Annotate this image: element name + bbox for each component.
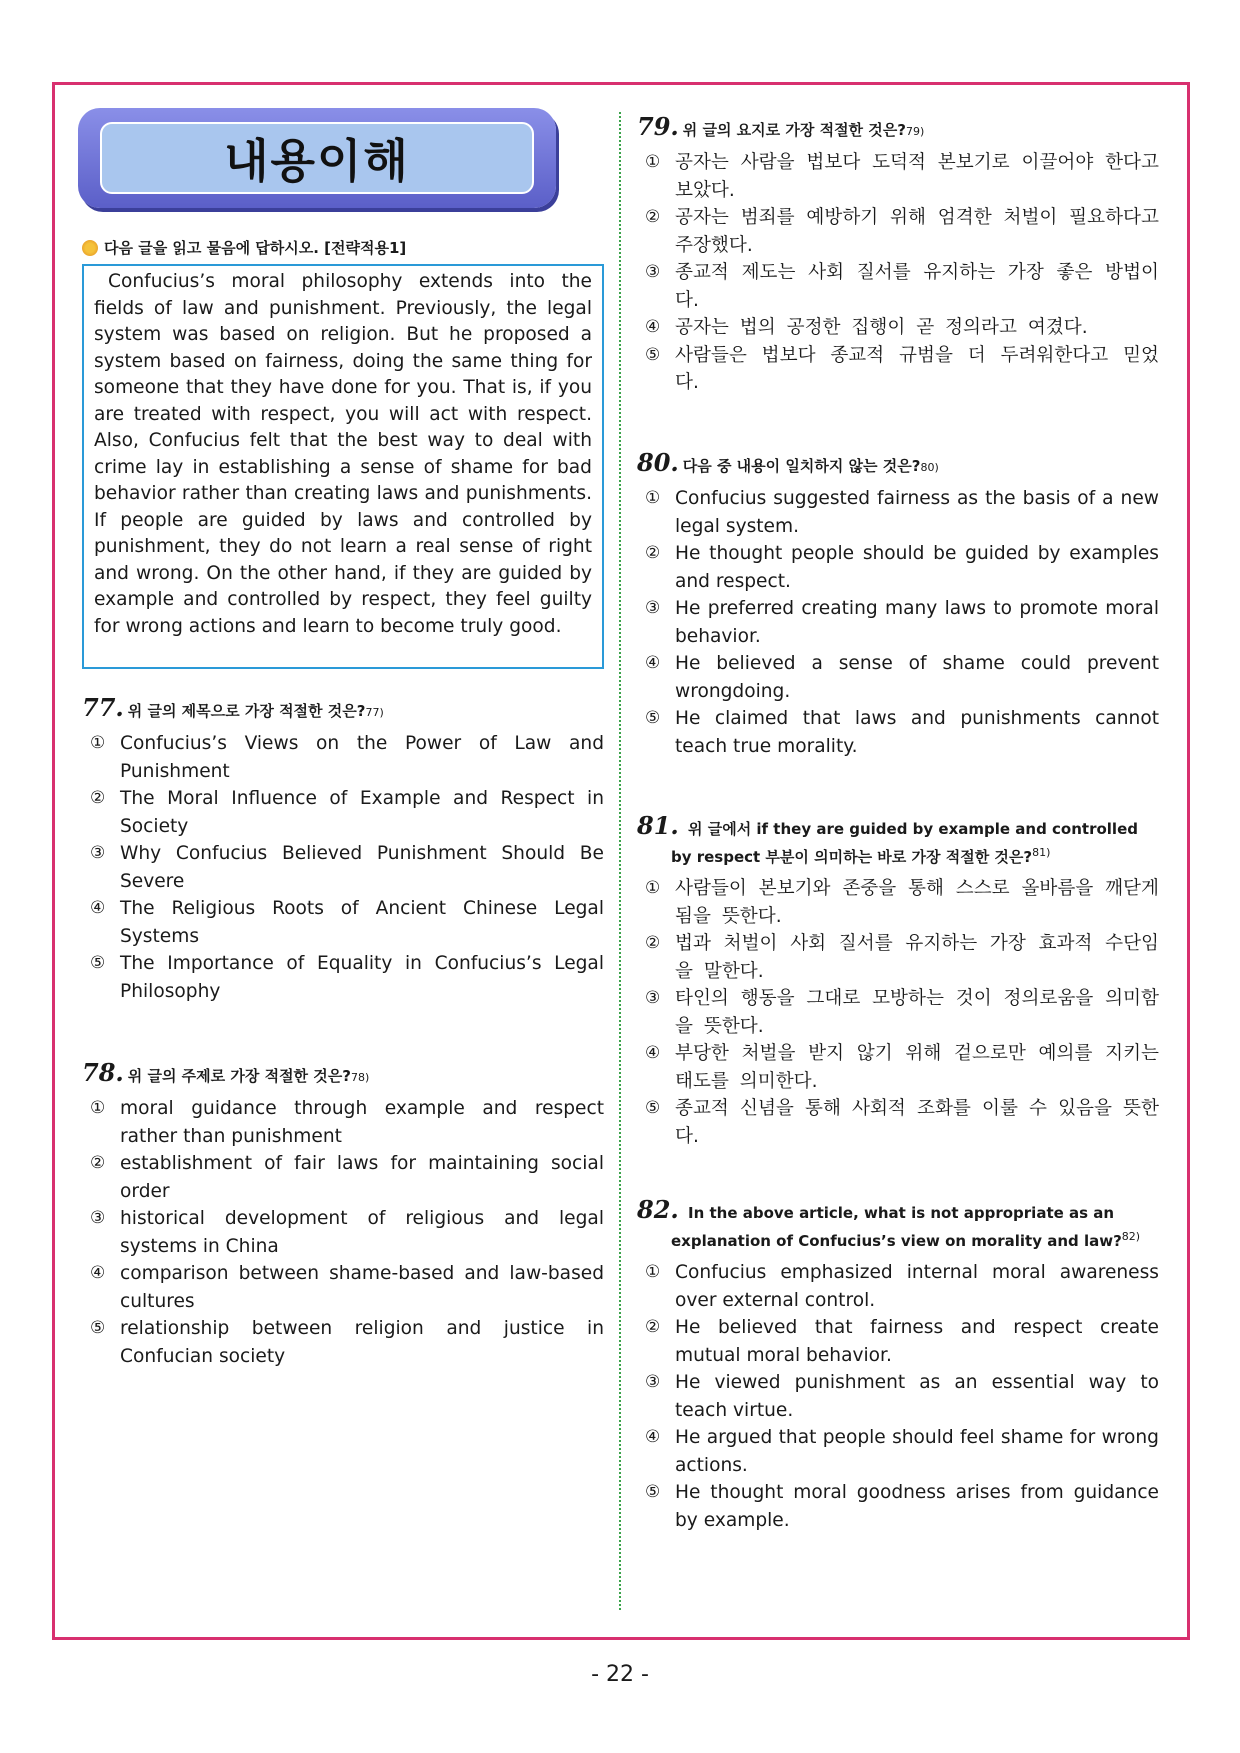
option-text: 종교적 제도는 사회 질서를 유지하는 가장 좋은 방법이다. [675, 262, 1159, 311]
question-82 [637, 1195, 1159, 1534]
option-mark: ① [645, 878, 661, 898]
option[interactable] [637, 1095, 1159, 1150]
option[interactable] [637, 650, 1159, 705]
question-number: 81. [637, 811, 679, 840]
option[interactable] [637, 204, 1159, 259]
footnote-ref: 77) [365, 706, 384, 719]
option-text: He claimed that laws and punishments cannot teach true morality. [675, 708, 1159, 757]
page-number: - 22 - [591, 1662, 649, 1687]
option-mark: ⑤ [645, 344, 661, 365]
column-divider [619, 112, 621, 1610]
option[interactable] [637, 1479, 1159, 1534]
option-text: He viewed punishment as an essential way to teach virtue. [675, 1372, 1159, 1421]
option-text: Confucius emphasized internal moral awareness over external control. [675, 1262, 1159, 1311]
footnote-ref: 79) [905, 125, 925, 138]
option-mark: ③ [645, 988, 661, 1008]
question-81 [637, 811, 1159, 1150]
option-text: comparison between shame-based and law-based cultures [120, 1263, 604, 1312]
option-mark: ⑤ [645, 708, 661, 728]
option[interactable] [637, 875, 1159, 930]
option[interactable] [637, 985, 1159, 1040]
option-text: He believed a sense of shame could prevent wrongdoing. [675, 653, 1159, 702]
option[interactable] [82, 730, 604, 785]
question-number: 77. [82, 693, 124, 722]
option-mark: ② [645, 543, 661, 563]
option-mark: ② [90, 788, 106, 808]
option[interactable] [637, 314, 1159, 342]
option-text: relationship between religion and justice in Confucian society [120, 1318, 604, 1367]
option[interactable] [637, 1040, 1159, 1095]
option-mark: ④ [645, 653, 661, 673]
option-mark: ① [645, 152, 661, 172]
option-text: Confucius suggested fairness as the basis of a new legal system. [675, 488, 1159, 537]
option-mark: ① [90, 733, 106, 753]
option-text: 공자는 사람을 법보다 도덕적 본보기로 이끌어야 한다고 보았다. [675, 152, 1159, 201]
option-mark: ③ [645, 1372, 661, 1392]
option-text: moral guidance through example and respect rather than punishment [120, 1098, 604, 1147]
option-mark: ① [90, 1098, 106, 1118]
option[interactable] [637, 705, 1159, 760]
option[interactable] [82, 950, 604, 1005]
option-text: 부당한 처벌을 받지 않기 위해 겉으로만 예의를 지키는 태도를 의미한다. [675, 1043, 1159, 1092]
instruction [82, 237, 406, 258]
question-prompt: 위 글의 요지로 가장 적절한 것은? [682, 121, 906, 139]
option-text: 법과 처벌이 사회 질서를 유지하는 가장 효과적 수단임을 말한다. [675, 933, 1159, 982]
option-mark: ③ [90, 1208, 106, 1228]
option-mark: ④ [90, 898, 106, 918]
question-header [637, 811, 1159, 869]
option-text: historical development of religious and legal systems in China [120, 1208, 604, 1257]
question-77 [82, 693, 604, 1005]
option-mark: ③ [90, 843, 106, 863]
option[interactable] [637, 1424, 1159, 1479]
option-text: He preferred creating many laws to promote moral behavior. [675, 598, 1159, 647]
section-title: 내용이해 [224, 134, 410, 188]
question-header [637, 112, 1159, 143]
option-mark: ④ [645, 1427, 661, 1447]
footnote-ref: 82) [1121, 1230, 1141, 1243]
option[interactable] [637, 1259, 1159, 1314]
option-text: He thought moral goodness arises from guidance by example. [675, 1482, 1159, 1531]
question-80 [637, 448, 1159, 760]
option[interactable] [82, 840, 604, 895]
footnote-ref: 80) [920, 461, 939, 474]
option-mark: ③ [645, 262, 661, 282]
option-text: 공자는 범죄를 예방하기 위해 엄격한 처벌이 필요하다고 주장했다. [675, 207, 1159, 256]
instruction-text: 다음 글을 읽고 물음에 답하시오. [전략적용1] [104, 239, 407, 257]
option[interactable] [82, 785, 604, 840]
question-header [82, 693, 604, 724]
section-title-banner [78, 108, 556, 208]
option-mark: ④ [645, 317, 661, 337]
question-prompt: 위 글의 제목으로 가장 적절한 것은? [127, 702, 366, 720]
question-header [637, 1195, 1159, 1253]
option-mark: ⑤ [645, 1482, 661, 1502]
option-text: The Religious Roots of Ancient Chinese Legal Systems [120, 898, 604, 947]
option-text: 사람들이 본보기와 존중을 통해 스스로 올바름을 깨닫게 됨을 뜻한다. [675, 878, 1159, 927]
option-mark: ① [645, 1262, 661, 1282]
option[interactable] [82, 1095, 604, 1150]
question-number: 78. [82, 1058, 124, 1087]
option-mark: ② [645, 207, 661, 227]
reading-passage: Confucius’s moral philosophy extends into the fields of law and punishment. Previously, the legal system was based on religion. But he proposed a system based on fairness, doing the same thing for someone that they have done for you. That is, if you are treated with respect, you will act with respect. Also, Confucius felt that the best way to deal with crime lay in establishing a sense of shame for bad behavior rather than creating laws and punishments. If people are guided by laws and controlled by punishment, they do not learn a real sense of right and wrong. On the other hand, if they are guided by example and controlled by respect, they feel guilty for wrong actions and learn to become truly good. [82, 264, 604, 669]
question-header [82, 1058, 604, 1089]
question-78 [82, 1058, 604, 1370]
option[interactable] [82, 1315, 604, 1370]
option-text: He believed that fairness and respect create mutual moral behavior. [675, 1317, 1159, 1366]
option-mark: ② [90, 1153, 106, 1173]
option-text: He argued that people should feel shame for wrong actions. [675, 1427, 1159, 1476]
option[interactable] [82, 1150, 604, 1205]
option[interactable] [637, 1369, 1159, 1424]
question-header [637, 448, 1159, 479]
option[interactable] [637, 595, 1159, 650]
option-mark: ② [645, 1317, 661, 1337]
question-number: 80. [637, 448, 679, 477]
option-text: 타인의 행동을 그대로 모방하는 것이 정의로움을 의미함을 뜻한다. [675, 988, 1159, 1037]
option-mark: ④ [90, 1263, 106, 1283]
option[interactable] [82, 895, 604, 950]
question-number: 82. [637, 1195, 679, 1224]
question-prompt: 위 글의 주제로 가장 적절한 것은? [127, 1067, 351, 1085]
option-text: The Moral Influence of Example and Respect in Society [120, 788, 604, 837]
question-number: 79. [637, 112, 679, 141]
option[interactable] [637, 149, 1159, 204]
option[interactable] [82, 1260, 604, 1315]
option-text: 사람들은 법보다 종교적 규범을 더 두려워한다고 믿었다. [675, 344, 1159, 393]
section-title-inner [100, 122, 534, 194]
option-text: The Importance of Equality in Confucius’s Legal Philosophy [120, 953, 604, 1002]
question-prompt: 다음 중 내용이 일치하지 않는 것은? [682, 457, 921, 475]
option-text: Confucius’s Views on the Power of Law and Punishment [120, 733, 604, 782]
question-prompt: In the above article, what is not appropriate as an explanation of Confucius’s view on morality and law? [671, 1204, 1122, 1250]
option[interactable] [637, 259, 1159, 314]
option-text: establishment of fair laws for maintaining social order [120, 1153, 604, 1202]
option[interactable] [637, 930, 1159, 985]
option-mark: ⑤ [90, 1318, 106, 1338]
option-mark: ① [645, 488, 661, 508]
flower-bullet-icon [82, 240, 98, 256]
question-79 [637, 112, 1159, 397]
option-text: Why Confucius Believed Punishment Should Be Severe [120, 843, 604, 892]
option-mark: ② [645, 933, 661, 953]
option-mark: ④ [645, 1043, 661, 1063]
option-text: He thought people should be guided by examples and respect. [675, 543, 1159, 592]
footnote-ref: 81) [1032, 846, 1051, 859]
option-text: 종교적 신념을 통해 사회적 조화를 이룰 수 있음을 뜻한다. [675, 1098, 1159, 1147]
question-prompt: 위 글에서 if they are guided by example and controlled by respect 부분이 의미하는 바로 가장 적절한 것은? [671, 820, 1138, 866]
footnote-ref: 78) [350, 1071, 370, 1084]
option[interactable] [637, 1314, 1159, 1369]
option-mark: ③ [645, 598, 661, 618]
option[interactable] [637, 485, 1159, 540]
option[interactable] [637, 540, 1159, 595]
option[interactable] [637, 342, 1159, 397]
option-text: 공자는 법의 공정한 집행이 곧 정의라고 여겼다. [675, 317, 1088, 338]
option-mark: ⑤ [645, 1098, 661, 1118]
option-mark: ⑤ [90, 953, 106, 973]
option[interactable] [82, 1205, 604, 1260]
